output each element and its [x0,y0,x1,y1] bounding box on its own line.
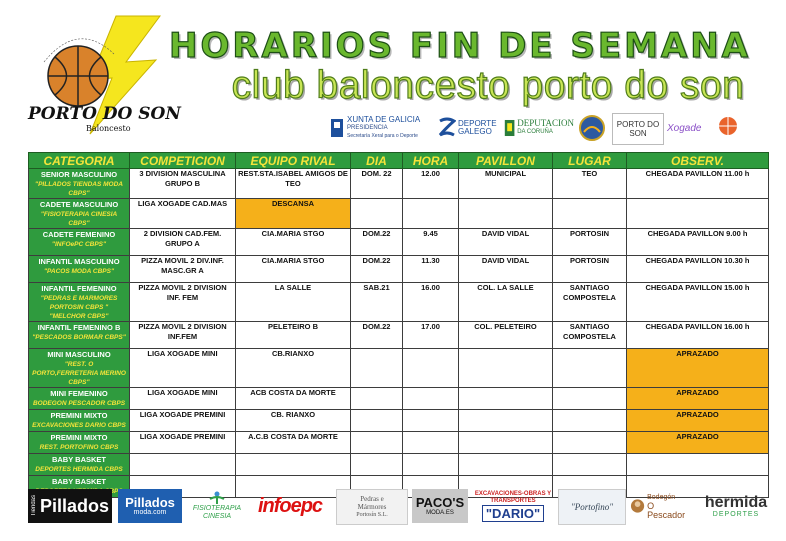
pedras-line1: Pedras e [360,495,384,503]
cell-competicion: LIGA XOGADE PREMINI [130,410,236,432]
pacos-sub: MODA.ES [426,510,454,516]
cell-categoria [29,199,130,229]
portofino-logo [558,489,626,525]
deporte-galego-line1: DEPORTE [458,119,497,128]
xunta-sub2: Secretaría Xeral para o Deporte [347,133,418,139]
category-name: INFANTIL FEMENINO [41,284,117,293]
cell-categoria [29,229,130,256]
cell-hora [403,432,459,454]
cell-pavillon [459,432,553,454]
cell-competicion [130,454,236,476]
cell-categoria [29,256,130,283]
cell-lugar [553,432,627,454]
cell-rival: PELETEIRO B [236,322,351,349]
cell-dia: DOM. 22 [351,169,403,199]
cell-hora: 11.30 [403,256,459,283]
dario-text: "DARIO" [482,505,544,522]
header-equipo-rival: EQUIPO RIVAL [236,153,351,169]
cell-hora [403,349,459,388]
cell-observ: APRAZADO [627,410,769,432]
sponsor-strip [28,489,778,525]
cell-dia: DOM.22 [351,322,403,349]
deporte-galego-icon [438,117,456,139]
fisioterapia-line2: CINESIA [202,513,231,520]
cell-categoria [29,169,130,199]
cell-dia: DOM.22 [351,229,403,256]
cell-hora [403,388,459,410]
table-header-row [29,153,769,169]
pillados-tiendas-logo [28,489,112,523]
table-row [29,322,769,349]
cell-pavillon: COL. PELETEIRO [459,322,553,349]
cell-lugar [553,388,627,410]
category-sponsor: "REST. O PORTO,FERRETERIA MERINO CBPS" [32,361,126,386]
table-row [29,349,769,388]
cell-lugar [553,454,627,476]
cell-pavillon: COL. LA SALLE [459,283,553,322]
cell-rival [236,454,351,476]
hermida-logo [696,489,776,523]
cell-hora: 17.00 [403,322,459,349]
category-sponsor: "PEDRAS E MARMORES PORTOSIN CBPS " "MELCHOR CBPS" [40,295,118,320]
pillados-moda-sub: moda.com [133,509,167,516]
pedras-line2: Mármores [357,503,387,511]
category-name: BABY BASKET [51,455,107,464]
cell-dia: DOM.22 [351,256,403,283]
cell-hora [403,410,459,432]
cell-categoria [29,388,130,410]
category-name: PREMINI MIXTO [50,433,108,442]
table-row [29,256,769,283]
club-logo-sub: Baloncesto [86,124,131,133]
cell-lugar: SANTIAGO COMPOSTELA [553,322,627,349]
cell-competicion: PIZZA MOVIL 2 DIV.INF. MASC.GR A [130,256,236,283]
pedras-line3: Portosín S.L. [356,512,388,518]
cell-pavillon: MUNICIPAL [459,169,553,199]
cell-dia [351,410,403,432]
basket-federation-icon [714,114,742,142]
portofino-text: "Portofino" [570,502,614,512]
cell-dia [351,454,403,476]
cell-dia [351,388,403,410]
pillados-side-text: Tiendas [30,495,37,517]
cell-rival: CIA.MARIA STGO [236,229,351,256]
table-row [29,229,769,256]
cell-observ: CHEGADA PAVILLON 15.00 h [627,283,769,322]
category-sponsor: REST. PORTOFINO CBPS [39,444,119,451]
cell-rival: CIA.MARIA STGO [236,256,351,283]
category-sponsor: "FISIOTERAPIA CINESIA CBPS" [40,211,118,227]
cell-pavillon [459,199,553,229]
cell-rival: REST.STA.ISABEL AMIGOS DE TEO [236,169,351,199]
table-row [29,199,769,229]
emblem-logo [578,113,608,143]
pescador-line2: O Pescador [647,500,686,520]
cell-hora: 9.45 [403,229,459,256]
cell-rival: CB.RIANXO [236,349,351,388]
schedule-table [28,152,769,498]
cell-competicion: 2 DIVISION CAD.FEM. GRUPO A [130,229,236,256]
cell-categoria [29,322,130,349]
header-categoria: CATEGORIA [29,153,130,169]
cell-competicion: PIZZA MOVIL 2 DIVISION INF. FEM [130,283,236,322]
category-name: INFANTIL MASCULINO [38,257,120,266]
cell-pavillon [459,410,553,432]
cell-categoria [29,349,130,388]
category-sponsor: BODEGON PESCADOR CBPS [32,400,126,407]
fisioterapia-line1: FISIOTERAPIA [192,505,242,512]
cell-competicion: LIGA XOGADE PREMINI [130,432,236,454]
cell-competicion: LIGA XOGADE MINI [130,349,236,388]
header-competicion: COMPETICION [130,153,236,169]
pacos-logo [412,489,468,523]
cell-pavillon [459,349,553,388]
category-name: PREMINI MIXTO [50,411,108,420]
hermida-sub: DEPORTES [712,510,760,518]
dario-top-text: EXCAVACIONES-OBRAS Y TRANSPORTES [474,490,552,504]
xunta-shield-icon [330,117,344,139]
cell-pavillon [459,454,553,476]
deputacion-line1: DEPUTACION [517,118,574,128]
cell-dia: SAB.21 [351,283,403,322]
excavaciones-dario-logo [474,489,552,523]
cell-competicion: 3 DIVISION MASCULINA GRUPO B [130,169,236,199]
cell-hora [403,454,459,476]
xogade-text: Xogade [667,122,702,134]
category-sponsor: "INFOePC CBPS" [51,241,107,248]
cell-dia [351,432,403,454]
cell-categoria [29,432,130,454]
cell-lugar [553,349,627,388]
cell-competicion: PIZZA MOVIL 2 DIVISION INF.FEM [130,322,236,349]
hermida-text: hermida [704,493,768,511]
pacos-text: PACO'S [415,495,465,510]
category-name: INFANTIL FEMENINO B [37,323,121,332]
pedras-marmores-logo [336,489,408,525]
category-name: BABY BASKET [51,477,107,486]
header-hora: HORA [403,153,459,169]
deputacion-line2: DA CORUÑA [517,129,553,135]
pillados-text: Pillados [39,495,110,516]
cell-rival: ACB COSTA DA MORTE [236,388,351,410]
cell-competicion: LIGA XOGADE MINI [130,388,236,410]
cell-observ: APRAZADO [627,388,769,410]
header-lugar: LUGAR [553,153,627,169]
deputacion-logo [504,113,574,143]
cell-lugar: SANTIAGO COMPOSTELA [553,283,627,322]
cell-dia [351,349,403,388]
cell-lugar: PORTOSIN [553,256,627,283]
cell-rival: LA SALLE [236,283,351,322]
table-row [29,388,769,410]
category-sponsor: DEPORTES HERMIDA CBPS [35,466,123,473]
pillados-moda-text: Pillados [125,495,175,510]
fisherman-icon [630,494,645,518]
infoepc-text: infoepc [257,494,323,517]
cell-lugar: TEO [553,169,627,199]
deporte-galego-line2: GALEGO [458,127,492,136]
cell-rival: DESCANSA [236,199,351,229]
fisioterapia-logo [188,489,246,523]
category-name: MINI MASCULINO [47,350,111,359]
cell-categoria [29,283,130,322]
table-row [29,410,769,432]
cell-observ: CHEGADA PAVILLON 11.00 h [627,169,769,199]
pescador-line1: Bodegón [647,493,676,501]
club-logo-name: PORTO DO SON [28,104,181,124]
cell-observ: CHEGADA PAVILLON 9.00 h [627,229,769,256]
cell-categoria [29,410,130,432]
category-sponsor: "PACOS MODA CBPS" [43,268,115,275]
xunta-title: XUNTA DE GALICIA [347,115,421,124]
cell-lugar: PORTOSIN [553,229,627,256]
bodegon-pescador-logo [630,489,692,523]
pillados-moda-logo [118,489,182,523]
cell-rival: CB. RIANXO [236,410,351,432]
cell-lugar [553,410,627,432]
cell-observ: CHEGADA PAVILLON 16.00 h [627,322,769,349]
header-dia: DIA [351,153,403,169]
category-name: CADETE MASCULINO [39,200,119,209]
table-row [29,169,769,199]
federation-logo [714,113,748,143]
cell-hora: 16.00 [403,283,459,322]
category-sponsor: CBPS [104,488,123,495]
category-name: SENIOR MASCULINO [40,170,118,179]
category-name: MINI FEMENINO [50,389,108,398]
cell-rival: A.C.B COSTA DA MORTE [236,432,351,454]
cell-hora [403,199,459,229]
page-subtitle: club baloncesto porto do son [231,64,745,107]
cell-observ: CHEGADA PAVILLON 10.30 h [627,256,769,283]
table-row [29,283,769,322]
portodoson-concello-logo [612,113,664,145]
table-row [29,432,769,454]
cell-categoria [29,454,130,476]
fisioterapia-figure-icon [208,491,226,505]
cell-observ [627,199,769,229]
category-sponsor: EXCAVACIONES DARIO CBPS [32,422,126,429]
cell-competicion: LIGA XOGADE CAD.MAS [130,199,236,229]
xunta-sub1: PRESIDENCIA [347,125,388,131]
cell-pavillon: DAVID VIDAL [459,256,553,283]
table-row [29,454,769,476]
page-title: HORARIOS FIN DE SEMANA [169,26,751,66]
header-pavillon: PAVILLON [459,153,553,169]
emblem-icon [578,114,606,142]
infoepc-logo [250,489,330,523]
club-logo [28,14,181,142]
cell-observ: APRAZADO [627,349,769,388]
institutional-logos [330,113,750,143]
deputacion-shield-icon [504,116,515,140]
cell-pavillon [459,388,553,410]
xogade-logo [667,113,709,143]
xunta-logo [330,113,435,143]
cell-observ: APRAZADO [627,432,769,454]
cell-dia [351,199,403,229]
cell-lugar [553,199,627,229]
category-sponsor: "PESCADOS BORMAR CBPS" [32,334,126,341]
cell-observ [627,454,769,476]
header-observ: OBSERV. [627,153,769,169]
cell-pavillon: DAVID VIDAL [459,229,553,256]
category-sponsor: "PILLADOS TIENDAS MODA CBPS" [35,181,123,197]
cell-hora: 12.00 [403,169,459,199]
category-name: CADETE FEMENINO [42,230,116,239]
portodoson-text: PORTO DO SON [616,120,660,138]
deporte-galego-logo [438,113,502,143]
